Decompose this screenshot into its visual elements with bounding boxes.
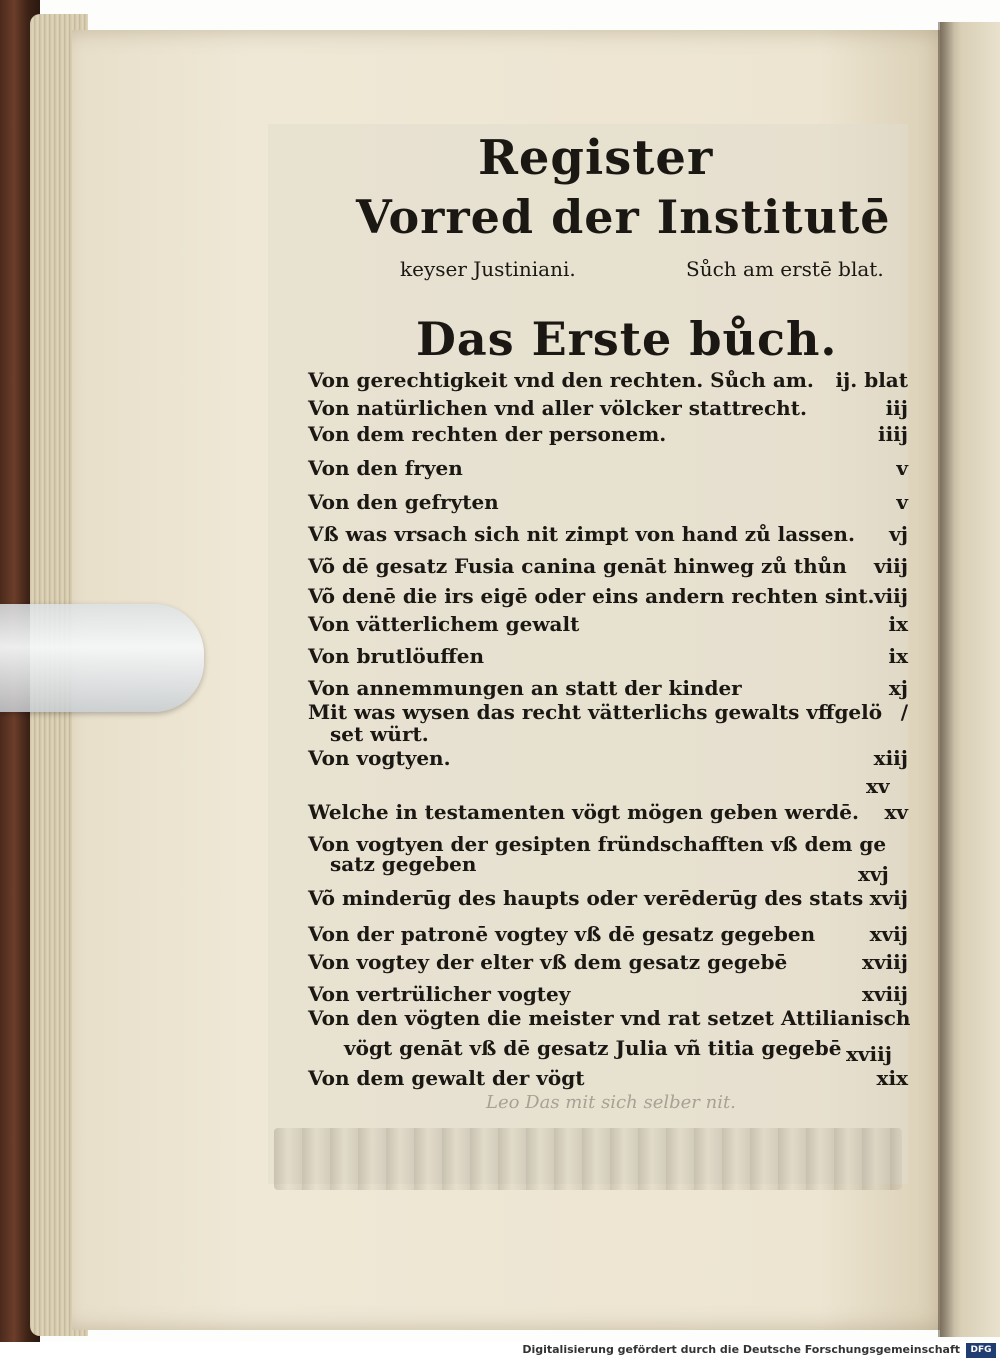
toc-entry-page: xv bbox=[884, 800, 908, 824]
gutter-shadow bbox=[938, 22, 954, 1337]
toc-entry-label: Von dem rechten der personem. bbox=[308, 422, 667, 446]
toc-entry bbox=[308, 746, 908, 774]
toc-entry-continuation: set würt. bbox=[330, 722, 429, 746]
toc-entry-label: Von der patronē vogtey vß dē gesatz gegeben bbox=[308, 922, 816, 946]
toc-entry-page: ix bbox=[888, 612, 908, 636]
toc-entry bbox=[308, 584, 908, 612]
toc-entry-page: xvij bbox=[869, 922, 908, 946]
toc-entry bbox=[308, 922, 908, 950]
toc-entry-page: viij bbox=[873, 554, 908, 578]
toc-entry-page: iiij bbox=[877, 422, 908, 446]
toc-entry-continuation: satz gegeben bbox=[330, 852, 477, 876]
toc-entry-page: viij bbox=[873, 584, 908, 608]
subheading-right: Sůch am erstē blat. bbox=[686, 257, 884, 281]
toc-entry-page: xvj bbox=[858, 862, 889, 886]
toc-entry-label: Von brutlöuffen bbox=[308, 644, 484, 668]
toc-entry-page: ij. blat bbox=[835, 368, 908, 392]
toc-entry-page: / bbox=[900, 700, 908, 724]
toc-entry bbox=[308, 456, 908, 484]
toc-entry-page: xviij bbox=[846, 1042, 892, 1066]
toc-entry-label: Von natürlichen vnd aller völcker stattrecht. bbox=[308, 396, 807, 420]
toc-entry-page: xix bbox=[876, 1066, 908, 1090]
toc-entry bbox=[308, 1006, 911, 1034]
vorred-heading: Vorred der Institutē bbox=[356, 190, 891, 244]
toc-entry bbox=[308, 800, 908, 828]
toc-entry-label: Von vogtyen der gesipten fründschafften vß dem ge bbox=[308, 832, 887, 856]
toc-entry bbox=[308, 554, 908, 582]
toc-entry bbox=[308, 490, 908, 518]
toc-entry-label: Võ denē die irs eigē oder eins andern rechten sint. bbox=[308, 584, 875, 608]
register-title: Register bbox=[478, 130, 714, 186]
toc-entry-label: Von vätterlichem gewalt bbox=[308, 612, 580, 636]
ornament-band bbox=[274, 1128, 902, 1190]
toc-entry bbox=[308, 644, 908, 672]
toc-entry-label: Von vogtyen. bbox=[308, 746, 451, 770]
toc-entry-page: iij bbox=[885, 396, 908, 420]
toc-entry bbox=[308, 1066, 908, 1094]
page-holder-clip bbox=[0, 604, 204, 712]
toc-entry-page: xviij bbox=[862, 950, 908, 974]
toc-entry-label: Von annemmungen an statt der kinder bbox=[308, 676, 742, 700]
toc-entry bbox=[308, 612, 908, 640]
toc-entry-page: v bbox=[896, 490, 908, 514]
toc-entry-label: Vß was vrsach sich nit zimpt von hand zů lassen. bbox=[308, 522, 855, 546]
toc-entry-page: xj bbox=[888, 676, 908, 700]
toc-entry-label: Mit was wysen das recht vätterlichs gewalts vffgelö bbox=[308, 700, 883, 724]
toc-entry-label: Von gerechtigkeit vnd den rechten. Sůch am. bbox=[308, 368, 814, 392]
toc-entry-page: xiij bbox=[873, 746, 908, 770]
toc-entry-continuation: vögt genāt vß dē gesatz Julia vñ titia gegebē bbox=[344, 1036, 842, 1060]
section-title: Das Erste bůch. bbox=[416, 312, 838, 366]
subheading-left: keyser Justiniani. bbox=[400, 257, 576, 281]
toc-entry-page: xviij bbox=[862, 982, 908, 1006]
toc-entry-page: v bbox=[896, 456, 908, 480]
toc-entry-label: Võ minderūg des haupts oder verēderūg des stats bbox=[308, 886, 864, 910]
toc-entry-label: Von vertrülicher vogtey bbox=[308, 982, 571, 1006]
toc-entry-label: Von den fryen bbox=[308, 456, 463, 480]
toc-entry bbox=[308, 522, 908, 550]
toc-entry-label: Von den vögten die meister vnd rat setzet Attilianisch bbox=[308, 1006, 911, 1030]
show-through-text: Leo Das mit sich selber nit. bbox=[486, 1092, 736, 1113]
toc-entry-page: xvij bbox=[869, 886, 908, 910]
dfg-logo: DFG bbox=[966, 1343, 996, 1358]
toc-entry bbox=[308, 422, 908, 450]
toc-entry-label: Welche in testamenten vögt mögen geben werdē. bbox=[308, 800, 859, 824]
toc-entry bbox=[308, 886, 908, 914]
toc-entry-label: Von vogtey der elter vß dem gesatz gegebē bbox=[308, 950, 788, 974]
toc-entry bbox=[308, 396, 908, 424]
toc-entry-page: ix bbox=[888, 644, 908, 668]
toc-entry-label: Von den gefryten bbox=[308, 490, 499, 514]
toc-entry bbox=[308, 368, 908, 396]
footer-credit: Digitalisierung gefördert durch die Deutsche Forschungsgemeinschaft bbox=[522, 1343, 960, 1356]
toc-entry-label: Võ dē gesatz Fusia canina genāt hinweg zů thůn bbox=[308, 554, 847, 578]
toc-entry-label: Von dem gewalt der vögt bbox=[308, 1066, 585, 1090]
toc-entry bbox=[308, 950, 908, 978]
toc-entry-page: xv bbox=[866, 774, 890, 798]
toc-entry-page: vj bbox=[889, 522, 908, 546]
